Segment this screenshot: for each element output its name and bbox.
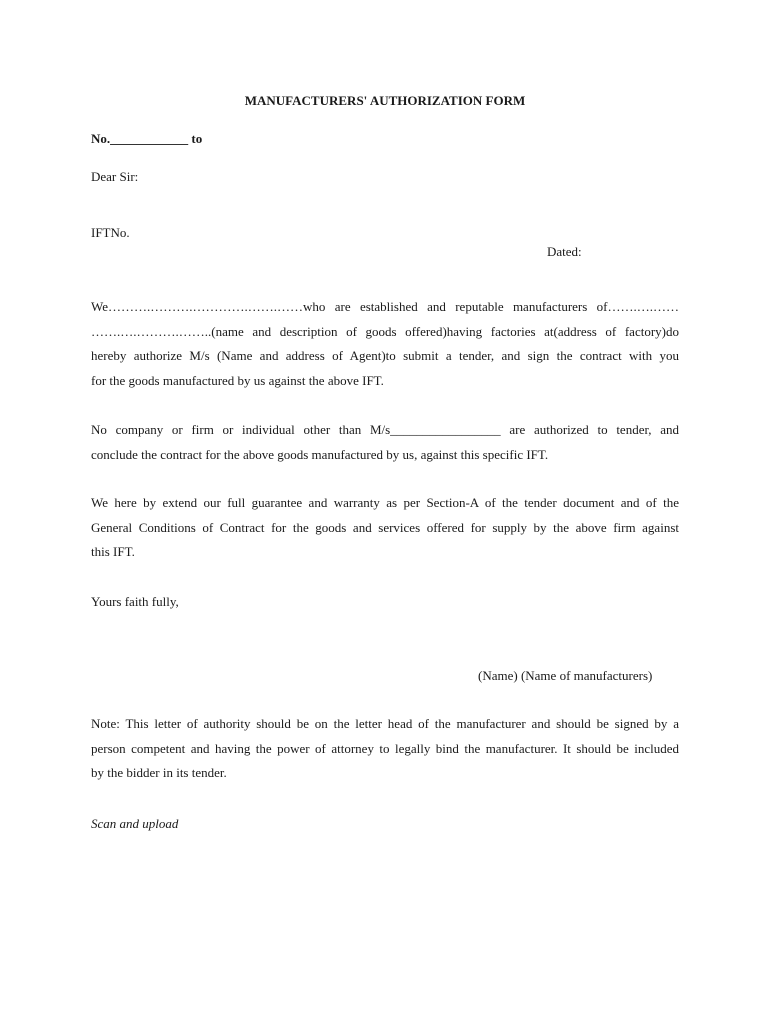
authorization-paragraph [91,295,679,393]
paragraph-line: this IFT. [91,544,135,559]
dated-label: Dated: [547,244,582,259]
paragraph-line: …….….……….……..(name and description of goods offered)having factories at(address of factory)do [91,323,679,339]
paragraph-line: No company or firm or individual other than M/s_________________ are authorized to tender, and [91,422,679,437]
reference-number: No.____________ to [91,131,203,146]
paragraph-line: We here by extend our full guarantee and warranty as per Section-A of the tender document and of the [91,495,679,510]
paragraph-line: General Conditions of Contract for the goods and services offered for supply by the above firm against [91,519,679,535]
paragraph-line: We……….……….………….…….……who are established and reputable manufacturers of…….….…… [91,299,679,314]
paragraph-line: person competent and having the power of attorney to legally bind the manufacturer. It should be included [91,740,679,756]
paragraph-line: Note: This letter of authority should be on the letter head of the manufacturer and should be signed by a [91,716,679,731]
paragraph-line: by the bidder in its tender. [91,765,227,780]
warranty-paragraph [91,491,679,565]
paragraph-line: hereby authorize M/s (Name and address of Agent)to submit a tender, and sign the contract with you [91,348,679,363]
paragraph-line: for the goods manufactured by us against the above IFT. [91,372,384,388]
scan-instruction: Scan and upload [91,816,179,831]
form-title: MANUFACTURERS' AUTHORIZATION FORM [244,93,526,108]
closing-phrase: Yours faith fully, [91,594,179,609]
paragraph-line: conclude the contract for the above goods manufactured by us, against this specific IFT. [91,446,549,462]
ift-number: IFTNo. [91,225,130,240]
signature-block: (Name) (Name of manufacturers) [478,668,653,683]
salutation: Dear Sir: [91,169,139,184]
exclusivity-paragraph [91,418,679,467]
note-paragraph [91,712,679,786]
